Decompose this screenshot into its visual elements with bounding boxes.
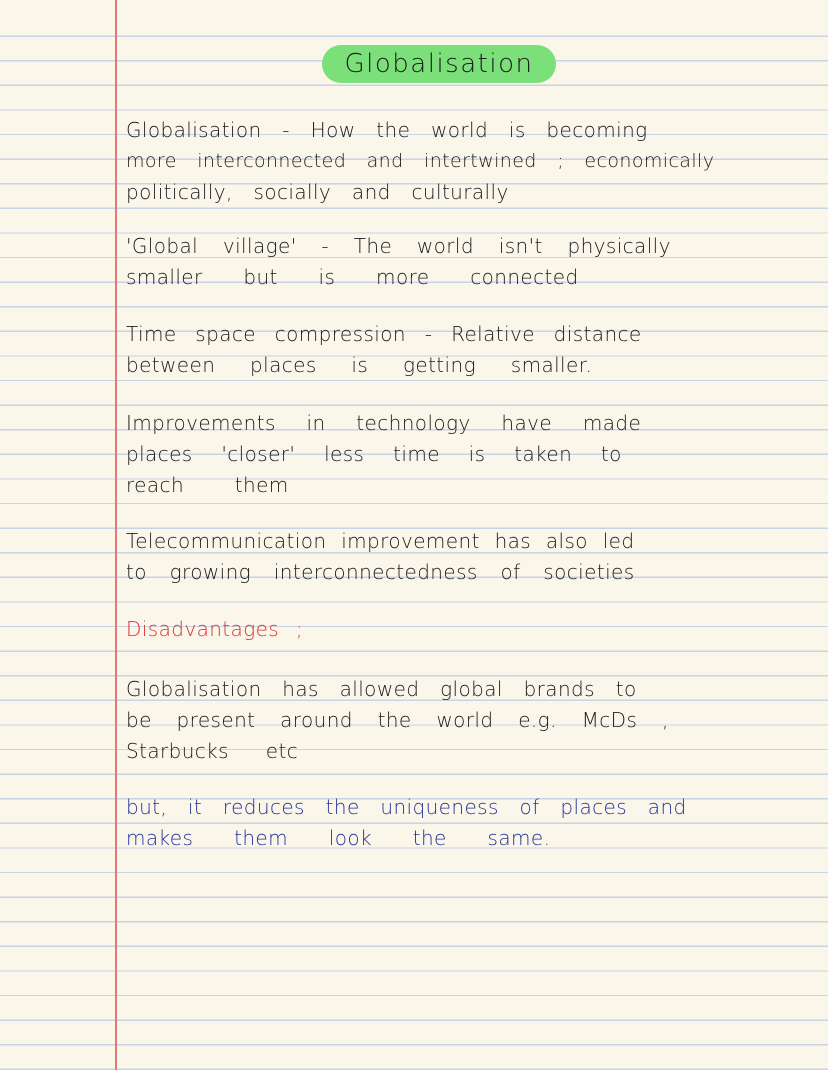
note-line: smaller but is more connected [126, 265, 579, 289]
note-line: Time space compression - Relative distance [126, 322, 642, 346]
note-line: Improvements in technology have made [126, 411, 642, 435]
note-global-brands [126, 674, 669, 767]
note-time-space-compression [126, 319, 642, 381]
page-title: Globalisation [344, 49, 534, 79]
note-line: between places is getting smaller. [126, 353, 593, 377]
note-technology-improvements [126, 408, 641, 501]
note-telecommunication [126, 526, 635, 588]
note-line: Globalisation - How the world is becoming [126, 118, 648, 142]
note-global-village [126, 231, 671, 293]
note-line: Starbucks etc [126, 739, 299, 763]
note-line: Globalisation has allowed global brands to [126, 677, 637, 701]
note-line: but, it reduces the uniqueness of places and [126, 795, 687, 819]
title-highlight [322, 45, 556, 83]
note-line: politically, socially and culturally [126, 180, 509, 204]
disadvantages-heading [126, 614, 303, 645]
note-line: makes them look the same. [126, 826, 551, 850]
note-line: places 'closer' less time is taken to [126, 442, 622, 466]
note-line: reach them [126, 473, 289, 497]
note-line: Telecommunication improvement has also led [126, 529, 635, 553]
note-uniqueness-reduced [126, 792, 687, 854]
note-globalisation-definition [126, 115, 714, 208]
note-line: be present around the world e.g. McDs , [126, 708, 669, 732]
note-line: Disadvantages ; [126, 617, 304, 641]
margin-line [115, 0, 117, 1070]
note-line: 'Global village' - The world isn't physically [126, 234, 671, 258]
note-line: more interconnected and intertwined ; economically [126, 150, 715, 172]
note-line: to growing interconnectedness of societies [126, 560, 635, 584]
